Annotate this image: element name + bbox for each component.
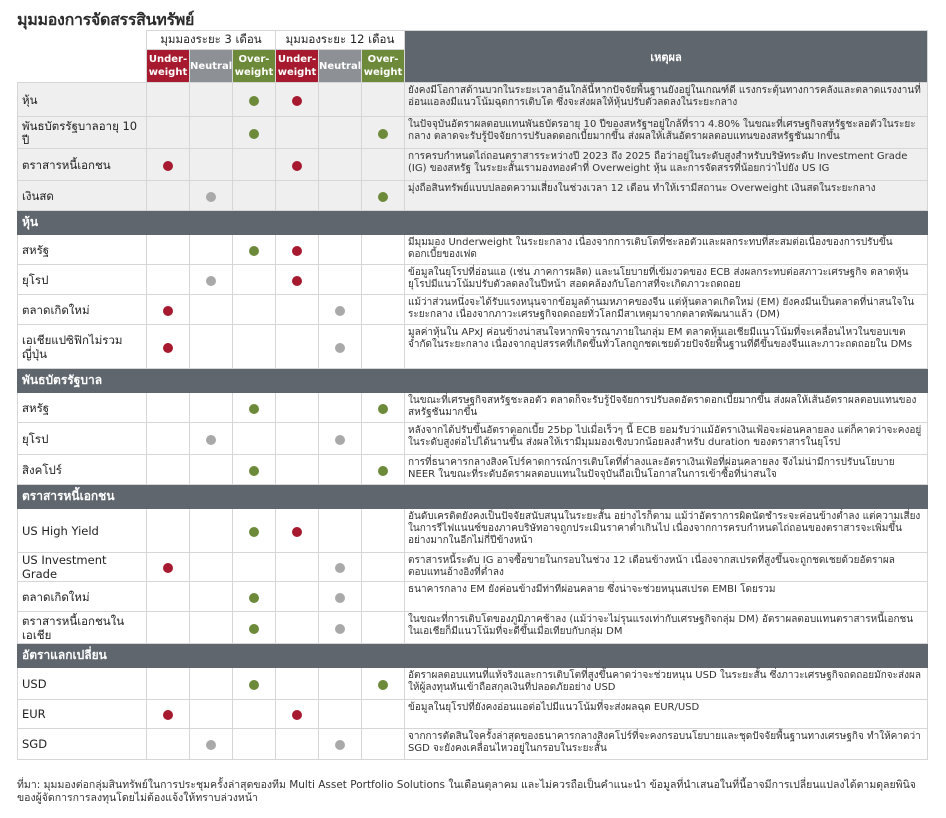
view-cell-under-m12 <box>276 265 319 295</box>
view-cell-under-m12 <box>276 83 319 117</box>
view-cell-neutral-m12 <box>319 117 362 149</box>
view-cell-under-m3 <box>147 509 190 553</box>
under-indicator-dot-icon <box>292 527 302 537</box>
view-cell-over-m3 <box>233 612 276 644</box>
view-cell-under-m3 <box>147 149 190 181</box>
under-indicator-dot-icon <box>292 276 302 286</box>
view-cell-under-m3 <box>147 325 190 369</box>
over-indicator-dot-icon <box>249 624 259 634</box>
header-neutral-3m: Neutral <box>190 50 233 83</box>
view-cell-under-m12 <box>276 295 319 325</box>
view-cell-neutral-m3 <box>190 553 233 582</box>
header-blank <box>18 31 147 50</box>
section-title: พันธบัตรรัฐบาล <box>18 369 928 393</box>
section-band <box>18 485 928 509</box>
view-cell-over-m12 <box>362 295 405 325</box>
view-cell-over-m12 <box>362 582 405 612</box>
view-cell-over-m12 <box>362 149 405 181</box>
neutral-indicator-dot-icon <box>206 435 216 445</box>
view-cell-neutral-m12 <box>319 325 362 369</box>
table-row <box>18 582 928 612</box>
reason-text: มุ่งถือสินทรัพย์แบบปลอดความเสี่ยงในช่วงเวลา 12 เดือน ทำให้เรามีสถานะ Overweight เงินสดในระยะกลาง <box>405 181 928 211</box>
asset-label: สิงคโปร์ <box>18 455 147 485</box>
under-indicator-dot-icon <box>163 343 173 353</box>
view-cell-neutral-m12 <box>319 668 362 700</box>
view-cell-under-m3 <box>147 117 190 149</box>
view-cell-under-m12 <box>276 325 319 369</box>
header-blank <box>18 50 147 83</box>
neutral-indicator-dot-icon <box>335 563 345 573</box>
view-cell-over-m3 <box>233 553 276 582</box>
view-cell-neutral-m3 <box>190 455 233 485</box>
view-cell-neutral-m3 <box>190 700 233 729</box>
over-indicator-dot-icon <box>249 593 259 603</box>
view-cell-over-m3 <box>233 325 276 369</box>
view-cell-neutral-m3 <box>190 393 233 423</box>
view-cell-neutral-m3 <box>190 612 233 644</box>
view-cell-over-m3 <box>233 265 276 295</box>
neutral-indicator-dot-icon <box>206 276 216 286</box>
view-cell-under-m3 <box>147 668 190 700</box>
view-cell-under-m12 <box>276 553 319 582</box>
asset-label: พันธบัตรรัฐบาลอายุ 10 ปี <box>18 117 147 149</box>
reason-text: ข้อมูลในยุโรปที่อ่อนแอ (เช่น ภาคการผลิต) และนโยบายที่เข้มงวดของ ECB ส่งผลกระทบต่อสภาวะเศรษฐกิจ ตลาดหุ้นยุโรปมีแนวโน้มปรับตัวลดลงในปีหน้า สอดคล้องกับโอกาสที่จะเกิดภาวะถดถอย <box>405 265 928 295</box>
view-cell-over-m3 <box>233 729 276 760</box>
view-cell-over-m12 <box>362 117 405 149</box>
table-row <box>18 668 928 700</box>
view-cell-under-m12 <box>276 455 319 485</box>
asset-label: เงินสด <box>18 181 147 211</box>
asset-label: เอเชียแปซิฟิกไม่รวมญี่ปุ่น <box>18 325 147 369</box>
asset-label: สหรัฐ <box>18 393 147 423</box>
view-cell-neutral-m12 <box>319 553 362 582</box>
over-indicator-dot-icon <box>249 129 259 139</box>
reason-text: การครบกำหนดไถ่ถอนตราสารระหว่างปี 2023 ถึง 2025 ถือว่าอยู่ในระดับสูงสำหรับบริษัทระดับ Investment Grade (IG) ของสหรัฐ ในระยะสั้นเรามองทองคำที่ Overweight หุ้น และการจัดสรรที่น้อยกว่าไปยัง US IG <box>405 149 928 181</box>
section-band <box>18 211 928 235</box>
header-overweight-12m: Over-weight <box>362 50 405 83</box>
view-cell-over-m3 <box>233 509 276 553</box>
table-row <box>18 181 928 211</box>
reason-text: การที่ธนาคารกลางสิงคโปร์คาดการณ์การเติบโตที่ต่ำลงและอัตราเงินเฟ้อที่ผ่อนคลายลง จึงไม่น่ามีการปรับนโยบาย NEER ในขณะที่ระดับอัตราผลตอบแทนในปัจจุบันถือเป็นโอกาสในการเข้าซื้อที่น่าสนใจ <box>405 455 928 485</box>
asset-label: ยุโรป <box>18 423 147 455</box>
table-row <box>18 325 928 369</box>
view-cell-under-m12 <box>276 729 319 760</box>
view-cell-neutral-m12 <box>319 181 362 211</box>
header-period-12m: มุมมองระยะ 12 เดือน <box>276 31 405 50</box>
section-title: ตราสารหนี้เอกชน <box>18 485 928 509</box>
view-cell-under-m3 <box>147 393 190 423</box>
view-cell-neutral-m12 <box>319 509 362 553</box>
table-row <box>18 612 928 644</box>
view-cell-under-m3 <box>147 553 190 582</box>
neutral-indicator-dot-icon <box>335 740 345 750</box>
view-cell-under-m3 <box>147 181 190 211</box>
table-row <box>18 83 928 117</box>
view-cell-under-m12 <box>276 612 319 644</box>
view-cell-neutral-m3 <box>190 668 233 700</box>
view-cell-neutral-m3 <box>190 509 233 553</box>
over-indicator-dot-icon <box>378 404 388 414</box>
view-cell-over-m12 <box>362 455 405 485</box>
over-indicator-dot-icon <box>249 246 259 256</box>
view-cell-neutral-m12 <box>319 729 362 760</box>
asset-label: US High Yield <box>18 509 147 553</box>
view-cell-over-m3 <box>233 295 276 325</box>
view-cell-neutral-m12 <box>319 700 362 729</box>
view-cell-over-m12 <box>362 265 405 295</box>
view-cell-neutral-m12 <box>319 423 362 455</box>
view-cell-over-m3 <box>233 582 276 612</box>
under-indicator-dot-icon <box>292 710 302 720</box>
view-cell-under-m3 <box>147 582 190 612</box>
allocation-table <box>17 30 928 760</box>
reason-text: ยังคงมีโอกาสด้านบวกในระยะเวลาอันใกล้นี้หากปัจจัยพื้นฐานยังอยู่ในเกณฑ์ดี แรงกระตุ้นทางการคลังและตลาดแรงงานที่อ่อนแอลงมีแนวโน้มฉุดการเติบโต ซึ่งจะส่งผลให้หุ้นปรับตัวลดลงในระยะกลาง <box>405 83 928 117</box>
under-indicator-dot-icon <box>292 96 302 106</box>
view-cell-over-m3 <box>233 149 276 181</box>
over-indicator-dot-icon <box>378 192 388 202</box>
reason-text: มูลค่าหุ้นใน APxJ ค่อนข้างน่าสนใจหากพิจารณาภายในกลุ่ม EM ตลาดหุ้นเอเชียมีแนวโน้มที่จะเคลื่อนไหวในขอบเขตจำกัดในระยะกลาง เนื่องจากอุปสรรคที่เกิดขึ้นทั่วโลกถูกชดเชยด้วยปัจจัยพื้นฐานที่ดีขึ้นของจีนและภาวะถดถอยใน DMs <box>405 325 928 369</box>
neutral-indicator-dot-icon <box>206 192 216 202</box>
over-indicator-dot-icon <box>249 404 259 414</box>
neutral-indicator-dot-icon <box>335 624 345 634</box>
asset-label: SGD <box>18 729 147 760</box>
table-row <box>18 455 928 485</box>
neutral-indicator-dot-icon <box>335 343 345 353</box>
view-cell-neutral-m12 <box>319 265 362 295</box>
view-cell-under-m3 <box>147 265 190 295</box>
reason-text: จากการตัดสินใจครั้งล่าสุดของธนาคารกลางสิงคโปร์ที่จะคงกรอบนโยบายและชุดปัจจัยพื้นฐานทางเศรษฐกิจ ทำให้คาดว่า SGD จะยังคงเคลื่อนไหวอยู่ในกรอบในระยะสั้น <box>405 729 928 760</box>
view-cell-neutral-m3 <box>190 295 233 325</box>
view-cell-under-m3 <box>147 729 190 760</box>
under-indicator-dot-icon <box>163 306 173 316</box>
view-cell-neutral-m12 <box>319 83 362 117</box>
reason-text: หลังจากได้ปรับขึ้นอัตราดอกเบี้ย 25bp ไปเมื่อเร็วๆ นี้ ECB ยอมรับว่าแม้อัตราเงินเฟ้อจะผ่อนคลายลง แต่ก็คาดว่าจะคงอยู่ในระดับสูงต่อไปได้นานขึ้น ส่งผลให้เรามีมุมมองเชิงบวกน้อยลงสำหรับ duration ของตราสารในยุโรป <box>405 423 928 455</box>
view-cell-under-m3 <box>147 83 190 117</box>
under-indicator-dot-icon <box>163 161 173 171</box>
view-cell-over-m12 <box>362 181 405 211</box>
view-cell-over-m12 <box>362 325 405 369</box>
view-cell-over-m3 <box>233 235 276 265</box>
asset-label: EUR <box>18 700 147 729</box>
view-cell-neutral-m3 <box>190 582 233 612</box>
header-underweight-12m: Under-weight <box>276 50 319 83</box>
view-cell-over-m3 <box>233 423 276 455</box>
view-cell-neutral-m3 <box>190 181 233 211</box>
view-cell-over-m12 <box>362 393 405 423</box>
over-indicator-dot-icon <box>249 527 259 537</box>
header-neutral-12m: Neutral <box>319 50 362 83</box>
view-cell-under-m12 <box>276 509 319 553</box>
view-cell-under-m3 <box>147 455 190 485</box>
reason-text: แม้ว่าส่วนหนึ่งจะได้รับแรงหนุนจากข้อมูลด้านมหภาคของจีน แต่หุ้นตลาดเกิดใหม่ (EM) ยังคงมีนเป็นตลาดที่น่าสนใจในระยะกลาง เนื่องจากภาวะเศรษฐกิจถดถอยทั่วโลกมีสาเหตุมาจากตลาดพัฒนาแล้ว (DM) <box>405 295 928 325</box>
section-title: หุ้น <box>18 211 928 235</box>
reason-text: ข้อมูลในยุโรปที่ยังคงอ่อนแอต่อไปมีแนวโน้มที่จะส่งผลฉุด EUR/USD <box>405 700 928 729</box>
page-title: มุมมองการจัดสรรสินทรัพย์ <box>17 10 195 29</box>
asset-label: US Investment Grade <box>18 553 147 582</box>
view-cell-under-m12 <box>276 393 319 423</box>
view-cell-neutral-m12 <box>319 235 362 265</box>
asset-label: สหรัฐ <box>18 235 147 265</box>
view-cell-under-m12 <box>276 149 319 181</box>
section-title: อัตราแลกเปลี่ยน <box>18 644 928 668</box>
view-cell-under-m3 <box>147 612 190 644</box>
neutral-indicator-dot-icon <box>335 593 345 603</box>
view-cell-neutral-m12 <box>319 149 362 181</box>
table-row <box>18 729 928 760</box>
table-row <box>18 423 928 455</box>
section-band <box>18 644 928 668</box>
neutral-indicator-dot-icon <box>335 435 345 445</box>
view-cell-neutral-m12 <box>319 455 362 485</box>
view-cell-under-m12 <box>276 668 319 700</box>
view-cell-over-m3 <box>233 393 276 423</box>
table-row <box>18 509 928 553</box>
under-indicator-dot-icon <box>163 710 173 720</box>
view-cell-neutral-m3 <box>190 265 233 295</box>
asset-label: USD <box>18 668 147 700</box>
header-reason: เหตุผล <box>405 31 928 83</box>
reason-text: ในขณะที่การเติบโตของภูมิภาคช้าลง (แม้ว่าจะไม่รุนแรงเท่ากับเศรษฐกิจกลุ่ม DM) อัตราผลตอบแทนตราสารหนี้เอกชนในเอเชียก็มีแนวโน้มที่จะดีขึ้นเมื่อเทียบกับกลุ่ม DM <box>405 612 928 644</box>
view-cell-over-m12 <box>362 423 405 455</box>
over-indicator-dot-icon <box>378 466 388 476</box>
view-cell-neutral-m12 <box>319 295 362 325</box>
header-period-3m: มุมมองระยะ 3 เดือน <box>147 31 276 50</box>
table-row <box>18 149 928 181</box>
under-indicator-dot-icon <box>292 161 302 171</box>
under-indicator-dot-icon <box>292 246 302 256</box>
view-cell-over-m12 <box>362 700 405 729</box>
view-cell-over-m3 <box>233 700 276 729</box>
view-cell-over-m12 <box>362 729 405 760</box>
over-indicator-dot-icon <box>378 680 388 690</box>
view-cell-over-m3 <box>233 668 276 700</box>
reason-text: ธนาคารกลาง EM ยังค่อนข้างมีท่าทีผ่อนคลาย ซึ่งน่าจะช่วยหนุนสเปรด EMBI โดยรวม <box>405 582 928 612</box>
view-cell-neutral-m3 <box>190 235 233 265</box>
table-row <box>18 295 928 325</box>
neutral-indicator-dot-icon <box>335 306 345 316</box>
neutral-indicator-dot-icon <box>206 740 216 750</box>
asset-label: ตราสารหนี้เอกชน <box>18 149 147 181</box>
over-indicator-dot-icon <box>249 680 259 690</box>
view-cell-neutral-m12 <box>319 582 362 612</box>
view-cell-under-m3 <box>147 295 190 325</box>
view-cell-over-m3 <box>233 83 276 117</box>
view-cell-under-m3 <box>147 423 190 455</box>
view-cell-over-m3 <box>233 117 276 149</box>
table-row <box>18 553 928 582</box>
view-cell-neutral-m3 <box>190 325 233 369</box>
view-cell-neutral-m3 <box>190 117 233 149</box>
view-cell-under-m3 <box>147 235 190 265</box>
view-cell-under-m12 <box>276 423 319 455</box>
asset-label: หุ้น <box>18 83 147 117</box>
table-row <box>18 393 928 423</box>
asset-label: ยุโรป <box>18 265 147 295</box>
reason-text: มีมุมมอง Underweight ในระยะกลาง เนื่องจากการเติบโตที่ชะลอตัวและผลกระทบที่สะสมต่อเนื่องของการปรับขึ้นดอกเบี้ยของเฟด <box>405 235 928 265</box>
view-cell-neutral-m3 <box>190 729 233 760</box>
view-cell-under-m3 <box>147 700 190 729</box>
view-cell-neutral-m12 <box>319 393 362 423</box>
view-cell-over-m12 <box>362 509 405 553</box>
view-cell-neutral-m3 <box>190 423 233 455</box>
view-cell-over-m12 <box>362 668 405 700</box>
reason-text: ในปัจจุบันอัตราผลตอบแทนพันธบัตรอายุ 10 ปีของสหรัฐฯอยู่ใกล้ที่ราว 4.80% ในขณะที่เศรษฐกิจสหรัฐชะลอตัวในระยะกลาง ตลาดจะรับรู้ปัจจัยการปรับลดดอกเบี้ยมากขึ้น ส่งผลให้เส้นอัตราผลตอบแทนของสหรัฐชันมากขึ้น <box>405 117 928 149</box>
over-indicator-dot-icon <box>249 466 259 476</box>
view-cell-neutral-m3 <box>190 149 233 181</box>
view-cell-over-m12 <box>362 83 405 117</box>
table-row <box>18 265 928 295</box>
asset-label: ตลาดเกิดใหม่ <box>18 582 147 612</box>
view-cell-under-m12 <box>276 582 319 612</box>
view-cell-under-m12 <box>276 181 319 211</box>
over-indicator-dot-icon <box>249 96 259 106</box>
reason-text: อันดับเครดิตยังคงเป็นปัจจัยสนับสนุนในระยะสั้น อย่างไรก็ตาม แม้ว่าอัตราการผิดนัดชำระจะค่อนข้างต่ำลง แต่ความเสี่ยงในการรีไฟแนนซ์ของภาคบริษัทอาจถูกประเมินราคาต่ำเกินไป เนื่องจากการครบกำหนดไถ่ถอนของตราสารจะเพิ่มขึ้นอย่างมากในอีกไม่กี่ปีข้างหน้า <box>405 509 928 553</box>
footnote: ที่มา: มุมมองต่อกลุ่มสินทรัพย์ในการประชุมครั้งล่าสุดของทีม Multi Asset Portfolio Solutions ในเดือนตุลาคม และไม่ควรถือเป็นคำแนะนำ ข้อมูลที่นำเสนอในที่นี้อาจมีการเปลี่ยนแปลงได้ตามดุลยพินิจของผู้จัดการการลงทุนโดยไม่ต้องแจ้งให้ทราบล่วงหน้า <box>17 779 916 804</box>
header-underweight-3m: Under-weight <box>147 50 190 83</box>
asset-label: ตราสารหนี้เอกชนในเอเชีย <box>18 612 147 644</box>
section-band <box>18 369 928 393</box>
table-row <box>18 117 928 149</box>
view-cell-under-m12 <box>276 700 319 729</box>
table-row <box>18 235 928 265</box>
under-indicator-dot-icon <box>163 563 173 573</box>
view-cell-neutral-m3 <box>190 83 233 117</box>
view-cell-under-m12 <box>276 235 319 265</box>
view-cell-over-m3 <box>233 181 276 211</box>
view-cell-over-m12 <box>362 612 405 644</box>
view-cell-over-m12 <box>362 235 405 265</box>
over-indicator-dot-icon <box>378 129 388 139</box>
view-cell-over-m3 <box>233 455 276 485</box>
reason-text: อัตราผลตอบแทนที่แท้จริงและการเติบโตที่สูงขึ้นคาดว่าจะช่วยหนุน USD ในระยะสั้น ซึ่งภาวะเศรษฐกิจถดถอยมักจะส่งผลให้ผู้ลงทุนหันเข้าถือสกุลเงินที่ปลอดภัยอย่าง USD <box>405 668 928 700</box>
asset-label: ตลาดเกิดใหม่ <box>18 295 147 325</box>
reason-text: ในขณะที่เศรษฐกิจสหรัฐชะลอตัว ตลาดก็จะรับรู้ปัจจัยการปรับลดอัตราดอกเบี้ยมากขึ้น ส่งผลให้เส้นอัตราผลตอบแทนของสหรัฐชันมากขึ้น <box>405 393 928 423</box>
reason-text: ตราสารหนี้ระดับ IG อาจซื้อขายในกรอบในช่วง 12 เดือนข้างหน้า เนื่องจากสเปรดที่สูงขึ้นจะถูกชดเชยด้วยอัตราผลตอบแทนอ้างอิงที่ต่ำลง <box>405 553 928 582</box>
view-cell-neutral-m12 <box>319 612 362 644</box>
header-overweight-3m: Over-weight <box>233 50 276 83</box>
view-cell-under-m12 <box>276 117 319 149</box>
view-cell-over-m12 <box>362 553 405 582</box>
table-row <box>18 700 928 729</box>
